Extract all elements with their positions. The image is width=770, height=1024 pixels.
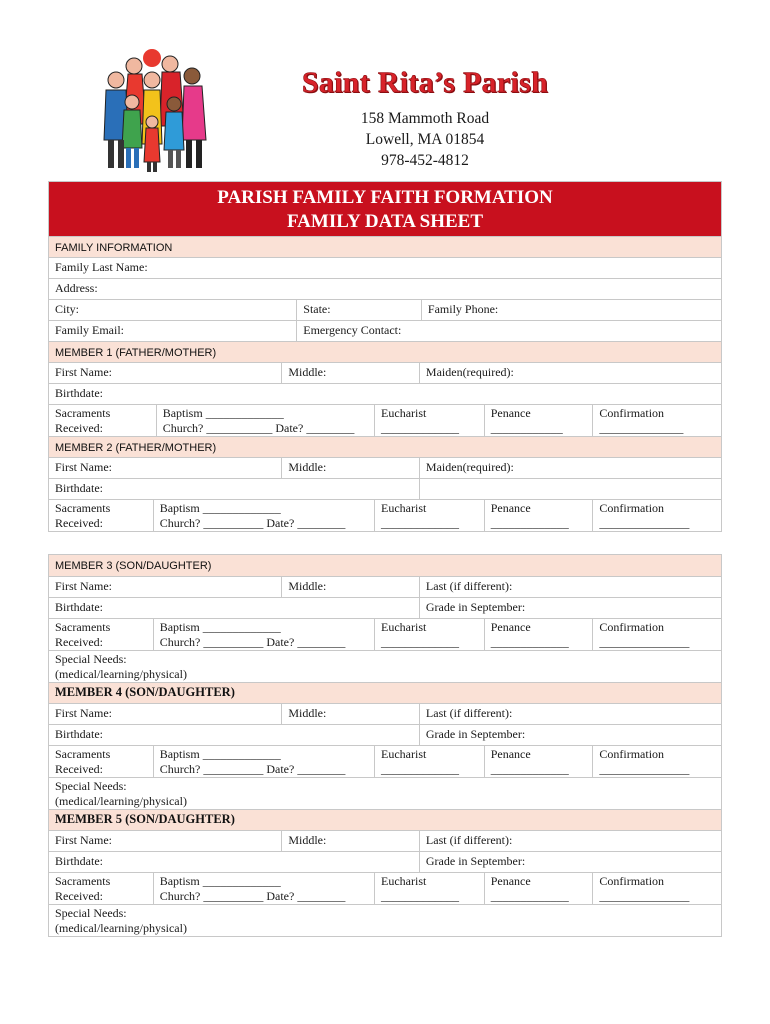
member-2-name-row (49, 457, 721, 478)
first-name-field[interactable]: First Name: (55, 833, 112, 847)
member-3-name-row (49, 576, 721, 597)
birthdate-field[interactable]: Birthdate: (55, 481, 103, 495)
confirmation-field[interactable] (592, 619, 721, 650)
birthdate-field[interactable]: Birthdate: (55, 386, 103, 400)
eucharist-field[interactable] (374, 873, 484, 904)
section-heading: MEMBER 2 (FATHER/MOTHER) (55, 442, 217, 454)
member-4-name-row (49, 703, 721, 724)
first-name-field[interactable]: First Name: (55, 579, 112, 593)
last-name-field[interactable]: Last (if different): (419, 831, 721, 851)
first-name-field[interactable]: First Name: (55, 706, 112, 720)
penance-text: Penance (490, 874, 531, 888)
member-4-header (49, 682, 721, 703)
confirmation-text: Confirmation (599, 620, 665, 634)
last-name-field[interactable]: Last (if different): (419, 704, 721, 724)
penance-line: _____________ (490, 635, 569, 649)
sacraments-label (49, 873, 153, 904)
birthdate-field[interactable]: Birthdate: (55, 600, 103, 614)
special-needs-sub: (medical/learning/physical) (55, 794, 187, 808)
special-needs-text: Special Needs: (55, 652, 127, 666)
eucharist-field[interactable] (374, 500, 484, 531)
eucharist-field[interactable] (374, 746, 484, 777)
birthdate-field[interactable]: Birthdate: (55, 727, 103, 741)
received-text: Received: (55, 516, 103, 530)
confirmation-line: _______________ (599, 889, 690, 903)
baptism-text: Baptism _____________ (159, 747, 281, 761)
member-4-special-needs-row (49, 777, 721, 809)
eucharist-text: Eucharist (381, 501, 427, 515)
confirmation-field[interactable] (592, 405, 721, 436)
confirmation-line: _______________ (599, 762, 690, 776)
sacraments-text: Sacraments (55, 620, 111, 634)
middle-name-field[interactable]: Middle: (281, 577, 419, 597)
penance-text: Penance (490, 620, 531, 634)
eucharist-line: _____________ (381, 762, 460, 776)
eucharist-text: Eucharist (381, 620, 427, 634)
section-heading: MEMBER 5 (SON/DAUGHTER) (55, 812, 235, 826)
member-1-birthdate-row (49, 383, 721, 404)
email-emergency-row (49, 320, 721, 341)
address-row (49, 278, 721, 299)
middle-name-field[interactable]: Middle: (281, 458, 419, 478)
penance-text: Penance (490, 747, 531, 761)
member-3-special-needs-row (49, 650, 721, 682)
parish-address-line2: Lowell, MA 01854 (365, 131, 485, 148)
family-email-field[interactable]: Family Email: (55, 323, 124, 337)
baptism-text: Baptism _____________ (159, 501, 281, 515)
baptism-field[interactable] (153, 873, 374, 904)
parish-address-line1: 158 Mammoth Road (360, 110, 490, 127)
form-title-line2: FAMILY DATA SHEET (286, 211, 484, 232)
member-1-header (49, 341, 721, 362)
confirmation-text: Confirmation (599, 874, 665, 888)
sacraments-text: Sacraments (55, 874, 111, 888)
family-last-name-row (49, 257, 721, 278)
baptism-field[interactable] (153, 500, 374, 531)
member-2-birthdate-row (49, 478, 721, 499)
sacraments-label (49, 746, 153, 777)
maiden-name-field[interactable]: Maiden(required): (419, 363, 721, 383)
received-text: Received: (55, 889, 103, 903)
middle-name-field[interactable]: Middle: (281, 831, 419, 851)
member-3-sacraments-row (49, 618, 721, 650)
middle-name-field[interactable]: Middle: (281, 363, 419, 383)
received-text: Received: (55, 635, 103, 649)
member-2-header (49, 436, 721, 457)
family-section (48, 181, 722, 532)
parish-name: Saint Rita’s Parish (301, 66, 549, 99)
baptism-text: Baptism _____________ (159, 620, 281, 634)
member-3-birthdate-row (49, 597, 721, 618)
sacraments-label (49, 619, 153, 650)
family-info-header (49, 236, 721, 257)
confirmation-text: Confirmation (599, 747, 665, 761)
church-date-text: Church? __________ Date? ________ (159, 762, 346, 776)
special-needs-text: Special Needs: (55, 906, 127, 920)
special-needs-field[interactable] (49, 905, 721, 936)
baptism-field[interactable] (153, 619, 374, 650)
family-phone-field[interactable]: Family Phone: (421, 300, 721, 320)
city-state-phone-row (49, 299, 721, 320)
emergency-contact-field[interactable]: Emergency Contact: (296, 321, 721, 341)
confirmation-line: ______________ (599, 421, 684, 435)
section-heading: MEMBER 3 (SON/DAUGHTER) (55, 560, 212, 572)
penance-field[interactable] (484, 619, 593, 650)
penance-line: _____________ (490, 889, 569, 903)
received-text: Received: (55, 421, 103, 435)
church-date-text: Church? __________ Date? ________ (159, 635, 346, 649)
member-3-header (49, 555, 721, 576)
member-1-name-row (49, 362, 721, 383)
confirmation-line: _______________ (599, 635, 690, 649)
eucharist-text: Eucharist (381, 747, 427, 761)
member-4-birthdate-row (49, 724, 721, 745)
penance-line: _____________ (490, 516, 569, 530)
confirmation-text: Confirmation (599, 406, 665, 420)
confirmation-field[interactable] (592, 500, 721, 531)
member-5-name-row (49, 830, 721, 851)
section-heading: MEMBER 1 (FATHER/MOTHER) (55, 347, 217, 359)
eucharist-line: _____________ (381, 635, 460, 649)
confirmation-text: Confirmation (599, 501, 665, 515)
church-date-text: Church? __________ Date? ________ (159, 516, 346, 530)
parish-logo (88, 44, 216, 174)
sacraments-label (49, 500, 153, 531)
special-needs-field[interactable] (49, 778, 721, 809)
member-5-sacraments-row (49, 872, 721, 904)
penance-line: ____________ (490, 421, 563, 435)
church-date-text: Church? ___________ Date? ________ (162, 421, 355, 435)
member-5-header (49, 809, 721, 830)
penance-text: Penance (490, 406, 531, 420)
last-name-field[interactable]: Last (if different): (419, 577, 721, 597)
member-5-special-needs-row (49, 904, 721, 936)
baptism-field[interactable] (156, 405, 374, 436)
eucharist-text: Eucharist (381, 406, 427, 420)
grade-field[interactable]: Grade in September: (419, 598, 721, 618)
penance-field[interactable] (484, 500, 593, 531)
penance-field[interactable] (484, 873, 593, 904)
member-5-birthdate-row (49, 851, 721, 872)
form-title-line1: PARISH FAMILY FAITH FORMATION (217, 187, 553, 208)
received-text: Received: (55, 762, 103, 776)
baptism-text: Baptism _____________ (159, 874, 281, 888)
children-section (48, 554, 722, 937)
city-field[interactable]: City: (55, 302, 80, 316)
sacraments-label (49, 405, 156, 436)
section-heading: MEMBER 4 (SON/DAUGHTER) (55, 685, 235, 699)
parish-phone: 978-452-4812 (381, 152, 469, 169)
special-needs-text: Special Needs: (55, 779, 127, 793)
sacraments-text: Sacraments (55, 501, 111, 515)
sacraments-text: Sacraments (55, 406, 111, 420)
grade-field[interactable]: Grade in September: (419, 852, 721, 872)
eucharist-field[interactable] (374, 619, 484, 650)
eucharist-line: _____________ (381, 889, 460, 903)
church-date-text: Church? __________ Date? ________ (159, 889, 346, 903)
state-field[interactable]: State: (296, 300, 421, 320)
confirmation-field[interactable] (592, 873, 721, 904)
family-last-name-field[interactable]: Family Last Name: (55, 260, 148, 274)
middle-name-field[interactable]: Middle: (281, 704, 419, 724)
blank-cell[interactable] (419, 479, 721, 499)
baptism-field[interactable] (153, 746, 374, 777)
grade-field[interactable]: Grade in September: (419, 725, 721, 745)
special-needs-sub: (medical/learning/physical) (55, 667, 187, 681)
confirmation-line: _______________ (599, 516, 690, 530)
birthdate-field[interactable]: Birthdate: (55, 854, 103, 868)
special-needs-field[interactable] (49, 651, 721, 682)
first-name-field[interactable]: First Name: (55, 460, 112, 474)
address-field[interactable]: Address: (55, 281, 98, 295)
confirmation-field[interactable] (592, 746, 721, 777)
baptism-text: Baptism _____________ (162, 406, 284, 420)
section-heading: FAMILY INFORMATION (55, 242, 173, 254)
sacraments-text: Sacraments (55, 747, 111, 761)
penance-text: Penance (490, 501, 531, 515)
member-1-sacraments-row (49, 404, 721, 436)
form-title-banner (49, 182, 721, 236)
penance-line: _____________ (490, 762, 569, 776)
penance-field[interactable] (484, 746, 593, 777)
special-needs-sub: (medical/learning/physical) (55, 921, 187, 935)
family-group-icon (88, 44, 216, 174)
member-2-sacraments-row (49, 499, 721, 531)
penance-field[interactable] (484, 405, 593, 436)
maiden-name-field[interactable]: Maiden(required): (419, 458, 721, 478)
eucharist-field[interactable] (374, 405, 484, 436)
eucharist-line: _____________ (381, 421, 460, 435)
eucharist-text: Eucharist (381, 874, 427, 888)
first-name-field[interactable]: First Name: (55, 365, 112, 379)
member-4-sacraments-row (49, 745, 721, 777)
eucharist-line: _____________ (381, 516, 460, 530)
